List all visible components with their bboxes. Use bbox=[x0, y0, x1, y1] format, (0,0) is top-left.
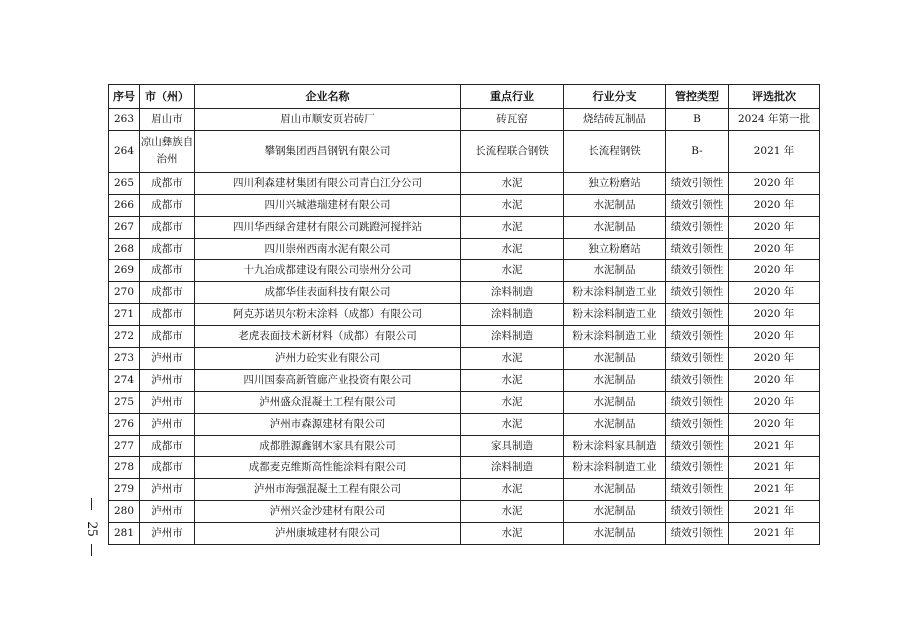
cell-industry: 涂料制造 bbox=[461, 282, 564, 304]
cell-control-type: 绩效引领性 bbox=[666, 523, 729, 545]
cell-company: 泸州力砼实业有限公司 bbox=[195, 348, 461, 370]
cell-index: 276 bbox=[109, 413, 140, 435]
cell-branch: 粉末涂料制造工业 bbox=[564, 457, 666, 479]
cell-industry: 水泥 bbox=[461, 501, 564, 523]
cell-branch: 水泥制品 bbox=[564, 260, 666, 282]
table-row bbox=[109, 435, 820, 457]
table-row bbox=[109, 304, 820, 326]
table-body bbox=[109, 109, 820, 545]
cell-batch: 2020 年 bbox=[729, 326, 820, 348]
header-industry: 重点行业 bbox=[461, 85, 564, 109]
cell-industry: 水泥 bbox=[461, 194, 564, 216]
cell-index: 278 bbox=[109, 457, 140, 479]
table-row bbox=[109, 391, 820, 413]
cell-company: 四川崇州西南水泥有限公司 bbox=[195, 238, 461, 260]
cell-control-type: 绩效引领性 bbox=[666, 238, 729, 260]
cell-industry: 砖瓦窑 bbox=[461, 109, 564, 131]
table-row bbox=[109, 172, 820, 194]
cell-control-type: 绩效引领性 bbox=[666, 435, 729, 457]
cell-batch: 2020 年 bbox=[729, 238, 820, 260]
cell-batch: 2020 年 bbox=[729, 369, 820, 391]
cell-company: 四川国泰高新管廊产业投资有限公司 bbox=[195, 369, 461, 391]
cell-branch: 水泥制品 bbox=[564, 523, 666, 545]
cell-batch: 2020 年 bbox=[729, 282, 820, 304]
cell-city: 成都市 bbox=[140, 238, 195, 260]
cell-index: 270 bbox=[109, 282, 140, 304]
cell-industry: 水泥 bbox=[461, 369, 564, 391]
cell-control-type: 绩效引领性 bbox=[666, 348, 729, 370]
cell-branch: 水泥制品 bbox=[564, 194, 666, 216]
cell-branch: 粉末涂料制造工业 bbox=[564, 282, 666, 304]
header-company: 企业名称 bbox=[195, 85, 461, 109]
header-batch: 评选批次 bbox=[729, 85, 820, 109]
cell-city: 泸州市 bbox=[140, 479, 195, 501]
cell-industry: 长流程联合钢铁 bbox=[461, 130, 564, 172]
cell-branch: 粉末涂料家具制造 bbox=[564, 435, 666, 457]
cell-index: 280 bbox=[109, 501, 140, 523]
table-row bbox=[109, 109, 820, 131]
page-number-dash-top bbox=[91, 498, 92, 510]
cell-company: 老虎表面技术新材料（成都）有限公司 bbox=[195, 326, 461, 348]
cell-branch: 水泥制品 bbox=[564, 216, 666, 238]
cell-batch: 2020 年 bbox=[729, 172, 820, 194]
cell-index: 264 bbox=[109, 130, 140, 172]
cell-control-type: B bbox=[666, 109, 729, 131]
cell-batch: 2021 年 bbox=[729, 130, 820, 172]
cell-city: 成都市 bbox=[140, 435, 195, 457]
cell-city: 成都市 bbox=[140, 260, 195, 282]
table-row bbox=[109, 260, 820, 282]
table-row bbox=[109, 348, 820, 370]
table-header-row bbox=[109, 85, 820, 109]
cell-city: 眉山市 bbox=[140, 109, 195, 131]
cell-city: 成都市 bbox=[140, 304, 195, 326]
cell-index: 269 bbox=[109, 260, 140, 282]
cell-index: 279 bbox=[109, 479, 140, 501]
cell-company: 四川利森建材集团有限公司青白江分公司 bbox=[195, 172, 461, 194]
cell-city: 泸州市 bbox=[140, 413, 195, 435]
cell-control-type: 绩效引领性 bbox=[666, 216, 729, 238]
enterprise-table-wrapper bbox=[108, 84, 819, 545]
cell-industry: 家具制造 bbox=[461, 435, 564, 457]
cell-company: 四川兴城港瑞建材有限公司 bbox=[195, 194, 461, 216]
cell-control-type: 绩效引领性 bbox=[666, 282, 729, 304]
header-index: 序号 bbox=[109, 85, 140, 109]
cell-control-type: 绩效引领性 bbox=[666, 457, 729, 479]
cell-index: 272 bbox=[109, 326, 140, 348]
cell-company: 眉山市顺安页岩砖厂 bbox=[195, 109, 461, 131]
cell-company: 十九冶成都建设有限公司崇州分公司 bbox=[195, 260, 461, 282]
cell-company: 攀钢集团西昌钢钒有限公司 bbox=[195, 130, 461, 172]
cell-batch: 2020 年 bbox=[729, 216, 820, 238]
cell-control-type: 绩效引领性 bbox=[666, 304, 729, 326]
cell-branch: 烧结砖瓦制品 bbox=[564, 109, 666, 131]
cell-index: 271 bbox=[109, 304, 140, 326]
header-city: 市（州） bbox=[140, 85, 195, 109]
cell-index: 275 bbox=[109, 391, 140, 413]
cell-batch: 2021 年 bbox=[729, 435, 820, 457]
cell-industry: 水泥 bbox=[461, 523, 564, 545]
cell-batch: 2021 年 bbox=[729, 479, 820, 501]
cell-batch: 2020 年 bbox=[729, 391, 820, 413]
table-row bbox=[109, 369, 820, 391]
cell-index: 266 bbox=[109, 194, 140, 216]
cell-company: 泸州兴金沙建材有限公司 bbox=[195, 501, 461, 523]
cell-branch: 水泥制品 bbox=[564, 479, 666, 501]
cell-city: 泸州市 bbox=[140, 348, 195, 370]
cell-industry: 水泥 bbox=[461, 216, 564, 238]
cell-batch: 2024 年第一批 bbox=[729, 109, 820, 131]
cell-company: 成都胜源鑫钢木家具有限公司 bbox=[195, 435, 461, 457]
cell-branch: 独立粉磨站 bbox=[564, 172, 666, 194]
cell-control-type: 绩效引领性 bbox=[666, 260, 729, 282]
cell-batch: 2021 年 bbox=[729, 523, 820, 545]
table-row bbox=[109, 326, 820, 348]
cell-batch: 2020 年 bbox=[729, 304, 820, 326]
table-row bbox=[109, 501, 820, 523]
header-branch: 行业分支 bbox=[564, 85, 666, 109]
table-row bbox=[109, 238, 820, 260]
cell-city: 泸州市 bbox=[140, 501, 195, 523]
header-control-type: 管控类型 bbox=[666, 85, 729, 109]
cell-batch: 2021 年 bbox=[729, 457, 820, 479]
cell-industry: 水泥 bbox=[461, 413, 564, 435]
cell-batch: 2020 年 bbox=[729, 194, 820, 216]
cell-city: 成都市 bbox=[140, 216, 195, 238]
cell-index: 265 bbox=[109, 172, 140, 194]
table-row bbox=[109, 457, 820, 479]
cell-city: 成都市 bbox=[140, 172, 195, 194]
cell-control-type: 绩效引领性 bbox=[666, 369, 729, 391]
cell-index: 277 bbox=[109, 435, 140, 457]
cell-batch: 2020 年 bbox=[729, 413, 820, 435]
cell-city: 泸州市 bbox=[140, 523, 195, 545]
cell-company: 泸州康城建材有限公司 bbox=[195, 523, 461, 545]
cell-index: 274 bbox=[109, 369, 140, 391]
cell-index: 263 bbox=[109, 109, 140, 131]
cell-batch: 2020 年 bbox=[729, 348, 820, 370]
table-row bbox=[109, 216, 820, 238]
table-row bbox=[109, 194, 820, 216]
cell-branch: 水泥制品 bbox=[564, 348, 666, 370]
cell-branch: 水泥制品 bbox=[564, 501, 666, 523]
cell-index: 281 bbox=[109, 523, 140, 545]
cell-industry: 水泥 bbox=[461, 479, 564, 501]
cell-index: 267 bbox=[109, 216, 140, 238]
table-row bbox=[109, 282, 820, 304]
cell-industry: 涂料制造 bbox=[461, 457, 564, 479]
cell-branch: 粉末涂料制造工业 bbox=[564, 304, 666, 326]
cell-company: 四川华西绿舍建材有限公司跳蹬河搅拌站 bbox=[195, 216, 461, 238]
cell-company: 泸州市森源建材有限公司 bbox=[195, 413, 461, 435]
cell-control-type: 绩效引领性 bbox=[666, 479, 729, 501]
cell-control-type: 绩效引领性 bbox=[666, 326, 729, 348]
cell-company: 泸州盛众混凝土工程有限公司 bbox=[195, 391, 461, 413]
cell-control-type: 绩效引领性 bbox=[666, 391, 729, 413]
cell-control-type: 绩效引领性 bbox=[666, 194, 729, 216]
table-row bbox=[109, 130, 820, 172]
cell-industry: 水泥 bbox=[461, 238, 564, 260]
cell-batch: 2020 年 bbox=[729, 260, 820, 282]
cell-branch: 粉末涂料制造工业 bbox=[564, 326, 666, 348]
cell-batch: 2021 年 bbox=[729, 501, 820, 523]
table-row bbox=[109, 523, 820, 545]
cell-control-type: 绩效引领性 bbox=[666, 172, 729, 194]
page-number bbox=[82, 498, 102, 558]
cell-city: 泸州市 bbox=[140, 391, 195, 413]
cell-branch: 水泥制品 bbox=[564, 391, 666, 413]
cell-industry: 涂料制造 bbox=[461, 304, 564, 326]
table-row bbox=[109, 413, 820, 435]
cell-branch: 独立粉磨站 bbox=[564, 238, 666, 260]
cell-branch: 长流程钢铁 bbox=[564, 130, 666, 172]
cell-company: 阿克苏诺贝尔粉末涂料（成都）有限公司 bbox=[195, 304, 461, 326]
cell-control-type: B- bbox=[666, 130, 729, 172]
cell-city: 成都市 bbox=[140, 326, 195, 348]
cell-control-type: 绩效引领性 bbox=[666, 501, 729, 523]
enterprise-table bbox=[108, 84, 820, 545]
page-number-text: 25 bbox=[84, 521, 100, 537]
cell-index: 268 bbox=[109, 238, 140, 260]
cell-city: 成都市 bbox=[140, 282, 195, 304]
table-row bbox=[109, 479, 820, 501]
cell-city: 成都市 bbox=[140, 457, 195, 479]
cell-industry: 涂料制造 bbox=[461, 326, 564, 348]
cell-industry: 水泥 bbox=[461, 260, 564, 282]
cell-branch: 水泥制品 bbox=[564, 413, 666, 435]
cell-company: 成都麦克维斯高性能涂料有限公司 bbox=[195, 457, 461, 479]
cell-industry: 水泥 bbox=[461, 391, 564, 413]
cell-industry: 水泥 bbox=[461, 172, 564, 194]
cell-company: 成都华佳表面科技有限公司 bbox=[195, 282, 461, 304]
cell-company: 泸州市海强混凝土工程有限公司 bbox=[195, 479, 461, 501]
cell-index: 273 bbox=[109, 348, 140, 370]
cell-city: 成都市 bbox=[140, 194, 195, 216]
cell-branch: 水泥制品 bbox=[564, 369, 666, 391]
cell-control-type: 绩效引领性 bbox=[666, 413, 729, 435]
cell-city: 凉山彝族自治州 bbox=[140, 130, 195, 172]
cell-city: 泸州市 bbox=[140, 369, 195, 391]
cell-industry: 水泥 bbox=[461, 348, 564, 370]
page-number-dash-bottom bbox=[91, 544, 92, 556]
